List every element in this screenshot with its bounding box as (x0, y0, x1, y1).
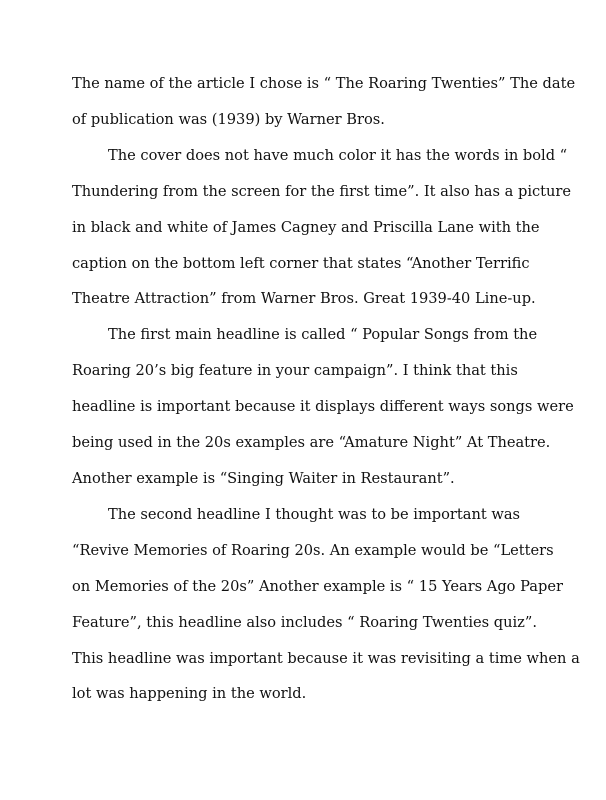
paragraph-line: Theatre Attraction” from Warner Bros. Great 1939-40 Line-up. (72, 290, 536, 308)
paragraph-line: headline is important because it displays different ways songs were (72, 398, 574, 416)
paragraph-2 (72, 138, 572, 318)
paragraph-line: being used in the 20s examples are “Amature Night” At Theatre. (72, 434, 551, 452)
paragraph-line: The first main headline is called “ Popular Songs from the (108, 326, 538, 344)
document-body (72, 66, 580, 712)
paragraph-line: Feature”, this headline also includes “ Roaring Twenties quiz”. (72, 613, 537, 631)
paragraph-line: The second headline I thought was to be important was (108, 505, 521, 523)
paragraph-line: caption on the bottom left corner that states “Another Terrific (72, 254, 530, 272)
paragraph-line: Thundering from the screen for the first time”. It also has a picture (72, 182, 572, 200)
paragraph-line: The cover does not have much color it has the words in bold “ (108, 146, 568, 164)
paragraph-line: This headline was important because it was revisiting a time when a (72, 649, 580, 667)
paragraph-line: Roaring 20’s big feature in your campaign”. I think that this (72, 362, 518, 380)
paragraph-line: The name of the article I chose is “ The Roaring Twenties” The date (72, 75, 576, 92)
paragraph-line: “Revive Memories of Roaring 20s. An example would be “Letters (72, 541, 554, 559)
paragraph-line: on Memories of the 20s” Another example is “ 15 Years Ago Paper (72, 577, 563, 595)
paragraph-4 (72, 497, 580, 712)
paragraph-line: of publication was (1939) by Warner Bros. (72, 110, 385, 128)
paragraph-line: lot was happening in the world. (72, 685, 307, 703)
paragraph-3 (72, 317, 574, 497)
paragraph-line: in black and white of James Cagney and Priscilla Lane with the (72, 218, 540, 236)
paragraph-1 (72, 66, 576, 138)
paragraph-line: Another example is “Singing Waiter in Restaurant”. (72, 469, 455, 487)
